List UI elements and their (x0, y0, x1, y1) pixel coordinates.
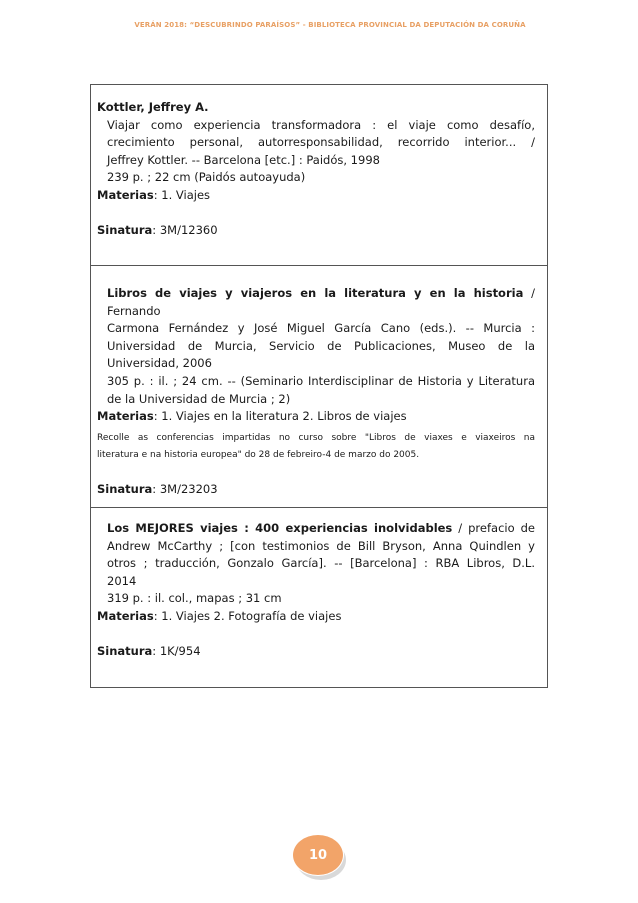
materias-label: Materias (97, 409, 154, 424)
entry-author: Kottler, Jeffrey A. (97, 100, 209, 114)
sinatura-row (97, 222, 535, 240)
running-header: VERÁN 2018: “DESCUBRINDO PARAÍSOS” - BIBLIOTECA PROVINCIAL DA DEPUTACIÓN DA CORUÑA (134, 21, 526, 29)
sinatura-value: : 3M/23203 (152, 481, 218, 496)
desc-line: Universidad de Murcia, Servicio de Publicaciones, Museo de la (107, 338, 535, 353)
physical-description: 239 p. ; 22 cm (Paidós autoayuda) (107, 170, 306, 185)
desc-line: 2014 (107, 573, 137, 588)
page-number-badge (292, 834, 350, 878)
materias-value: : 1. Viajes (153, 187, 211, 202)
title-responsibility: / Fernando (107, 286, 535, 318)
materias-row (97, 408, 535, 426)
note-line: Recolle as conferencias impartidas no curso sobre "Libros de viaxes e viaxeiros na (97, 432, 535, 443)
title-line (107, 520, 535, 538)
entry-title: Los MEJORES viajes : 400 experiencias inolvidables (107, 521, 453, 535)
catalog-entry (91, 508, 547, 687)
desc-line: Universidad, 2006 (107, 356, 212, 371)
sinatura-row (97, 481, 535, 499)
desc-line: Andrew McCarthy ; [con testimonios de Bill Bryson, Anna Quindlen y (107, 538, 535, 553)
materias-row (97, 187, 535, 205)
sinatura-value: : 3M/12360 (152, 222, 218, 237)
entry-title: Libros de viajes y viajeros en la literatura y en la historia (107, 286, 524, 300)
materias-label: Materias (97, 608, 154, 623)
page-number: 10 (292, 834, 344, 876)
desc-line: Viajar como experiencia transformadora : el viaje como desafío, (107, 117, 535, 132)
catalog-entry (91, 266, 547, 508)
desc-line: otros ; traducción, Gonzalo García]. -- [Barcelona] : RBA Libros, D.L. (107, 556, 535, 571)
catalog-table (90, 84, 548, 688)
title-responsibility: / prefacio de (452, 521, 536, 535)
materias-label: Materias (97, 187, 154, 202)
sinatura-value: : 1K/954 (152, 643, 201, 658)
physical-description: de la Universidad de Murcia ; 2) (107, 391, 291, 406)
sinatura-label: Sinatura (97, 222, 153, 237)
entry-description (97, 285, 535, 408)
desc-line: Carmona Fernández y José Miguel García Cano (eds.). -- Murcia : (107, 321, 535, 336)
materias-value: : 1. Viajes 2. Fotografía de viajes (153, 608, 342, 623)
note-line: literatura e na historia europea" do 28 de febreiro-4 de marzo do 2005. (97, 449, 420, 460)
materias-value: : 1. Viajes en la literatura 2. Libros de viajes (153, 409, 407, 424)
sinatura-row (97, 643, 535, 661)
entry-note (97, 430, 535, 464)
materias-row (97, 608, 535, 626)
entry-description (97, 520, 535, 608)
sinatura-label: Sinatura (97, 643, 153, 658)
physical-description: 319 p. : il. col., mapas ; 31 cm (107, 591, 282, 606)
sinatura-label: Sinatura (97, 481, 153, 496)
title-line (107, 285, 535, 320)
entry-description (97, 117, 535, 187)
physical-description: 305 p. : il. ; 24 cm. -- (Seminario Interdisciplinar de Historia y Literatura (107, 373, 535, 388)
desc-line: crecimiento personal, autorresponsabilidad, recorrido interior... / (107, 135, 535, 150)
desc-line: Jeffrey Kottler. -- Barcelona [etc.] : Paidós, 1998 (107, 152, 380, 167)
catalog-entry (91, 85, 547, 266)
